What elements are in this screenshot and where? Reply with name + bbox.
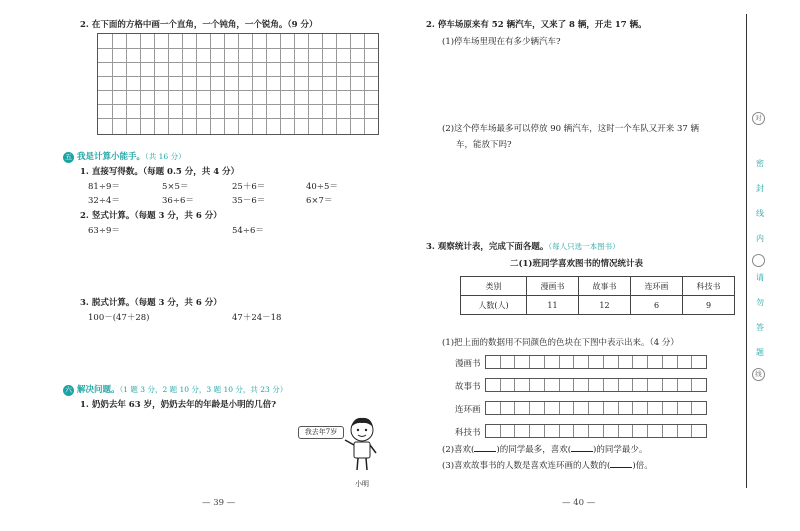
table-header-row: [461, 277, 735, 296]
bar-row-science[interactable]: [485, 424, 707, 438]
bar-row-comic[interactable]: [485, 355, 707, 369]
stat-sub3: (3)喜欢故事书的人数是喜欢连环画的人数的( )倍。: [442, 461, 653, 471]
section-five-badge: 五: [65, 153, 72, 161]
question-step-calc: 3. 脱式计算。（每题 3 分，共 6 分）: [80, 298, 222, 308]
calc-item: 54÷6＝: [232, 226, 264, 236]
section-six-badge: 六: [65, 386, 72, 394]
table-header-cell: 故事书: [579, 277, 631, 296]
problem-statistics-note: （每人只选一本图书）: [548, 242, 620, 251]
calc-item: 63÷9＝: [88, 226, 120, 236]
seal-char: 线: [756, 209, 764, 218]
table-row-label: 人数(人): [461, 296, 527, 315]
stat-sub2: (2)喜欢( )的同学最多，喜欢( )的同学最少。: [442, 445, 648, 455]
square-grid: [97, 33, 379, 135]
problem-parking-sub2-line1: (2)这个停车场最多可以停放 90 辆汽车，这时一个车队又开来 37 辆: [442, 124, 699, 134]
table-header-cell: 类别: [461, 277, 527, 296]
calc-item: 40÷5＝: [306, 182, 338, 192]
table-cell: 12: [579, 296, 631, 315]
table-title: 二(1)班同学喜欢图书的情况统计表: [510, 259, 643, 269]
seal-char: 封: [756, 184, 764, 193]
table-cell: 6: [631, 296, 683, 315]
seal-char: 题: [756, 348, 764, 357]
table-cell: 11: [527, 296, 579, 315]
calc-item: 35－6＝: [232, 196, 266, 206]
seal-char: 内: [756, 234, 764, 243]
seal-char: 请: [756, 273, 764, 282]
problem-parking: 2. 停车场原来有 52 辆汽车，又来了 8 辆，开走 17 辆。: [426, 20, 647, 30]
calc-item: 5×5＝: [162, 182, 189, 192]
bar-label: 连环画: [455, 405, 481, 415]
answer-blank[interactable]: [610, 460, 632, 468]
stat-sub3-b: 倍。: [635, 461, 653, 471]
section-six-header: [63, 385, 287, 396]
answer-blank[interactable]: [571, 444, 593, 452]
calc-item: 25＋6＝: [232, 182, 266, 192]
problem-statistics-header: [426, 242, 620, 252]
bar-row-picturebook[interactable]: [485, 401, 707, 415]
problem-statistics-label: 3. 观察统计表，完成下面各题。: [426, 242, 549, 252]
problem-grandma-age: 1. 奶奶去年 63 岁，奶奶去年的年龄是小明的几倍?: [80, 400, 277, 410]
seal-char: 答: [756, 323, 764, 332]
calc-item: 36÷6＝: [162, 196, 194, 206]
bar-label: 漫画书: [455, 359, 481, 369]
calc-item: 47＋24－18: [232, 313, 282, 323]
answer-blank[interactable]: [474, 444, 496, 452]
section-six-note: （1 题 3 分，2 题 10 分，3 题 10 分，共 23 分）: [119, 385, 288, 394]
bar-row-story[interactable]: [485, 378, 707, 392]
seal-circle-bottom: 线: [752, 368, 765, 381]
table-row: [461, 296, 735, 315]
page-number-right: — 40 —: [562, 498, 596, 508]
section-five-header: [63, 152, 186, 163]
stat-sub2-b: 的同学最多，喜欢: [499, 445, 568, 455]
question-vertical-calc: 2. 竖式计算。（每题 3 分，共 6 分）: [80, 211, 222, 221]
problem-parking-sub2-line2: 车，能放下吗?: [456, 140, 512, 150]
stat-sub3-a: (3)喜欢故事书的人数是喜欢连环画的人数的: [442, 461, 608, 471]
table-header-cell: 漫画书: [527, 277, 579, 296]
section-five-note: （共 16 分）: [145, 152, 186, 161]
stat-sub1: (1)把上面的数据用不同颜色的色块在下图中表示出来。（4 分）: [442, 338, 679, 348]
section-five-title: 我是计算小能手。: [77, 152, 146, 162]
calc-item: 32÷4＝: [88, 196, 120, 206]
bar-label: 故事书: [455, 382, 481, 392]
statistics-table: [460, 276, 735, 315]
section-six-title: 解决问题。: [77, 385, 120, 395]
bar-label: 科技书: [455, 428, 481, 438]
seal-char: 密: [756, 159, 764, 168]
seal-circle-mid: [752, 254, 765, 267]
table-cell: 9: [683, 296, 735, 315]
seal-char: 勿: [756, 298, 764, 307]
boy-name-label: 小明: [355, 480, 369, 488]
problem-parking-sub1: (1)停车场里现在有多少辆汽车?: [442, 37, 561, 47]
seal-line: [746, 14, 747, 488]
table-header-cell: 连环画: [631, 277, 683, 296]
page-number-left: — 39 —: [202, 498, 236, 508]
speech-bubble: 我去年7岁: [298, 426, 344, 439]
calc-item: 6×7＝: [306, 196, 333, 206]
calc-item: 81÷9＝: [88, 182, 120, 192]
table-header-cell: 科技书: [683, 277, 735, 296]
question-draw-angles: 2. 在下面的方格中画一个直角，一个钝角，一个锐角。（9 分）: [80, 20, 318, 30]
stat-sub2-c: 的同学最少。: [596, 445, 648, 455]
boy-illustration: [342, 415, 382, 477]
seal-circle-top: 对: [752, 112, 765, 125]
question-direct-calc: 1. 直接写得数。（每题 0.5 分，共 4 分）: [80, 167, 240, 177]
stat-sub2-a: (2)喜欢: [442, 445, 472, 455]
calc-item: 100－(47＋28): [88, 313, 150, 323]
